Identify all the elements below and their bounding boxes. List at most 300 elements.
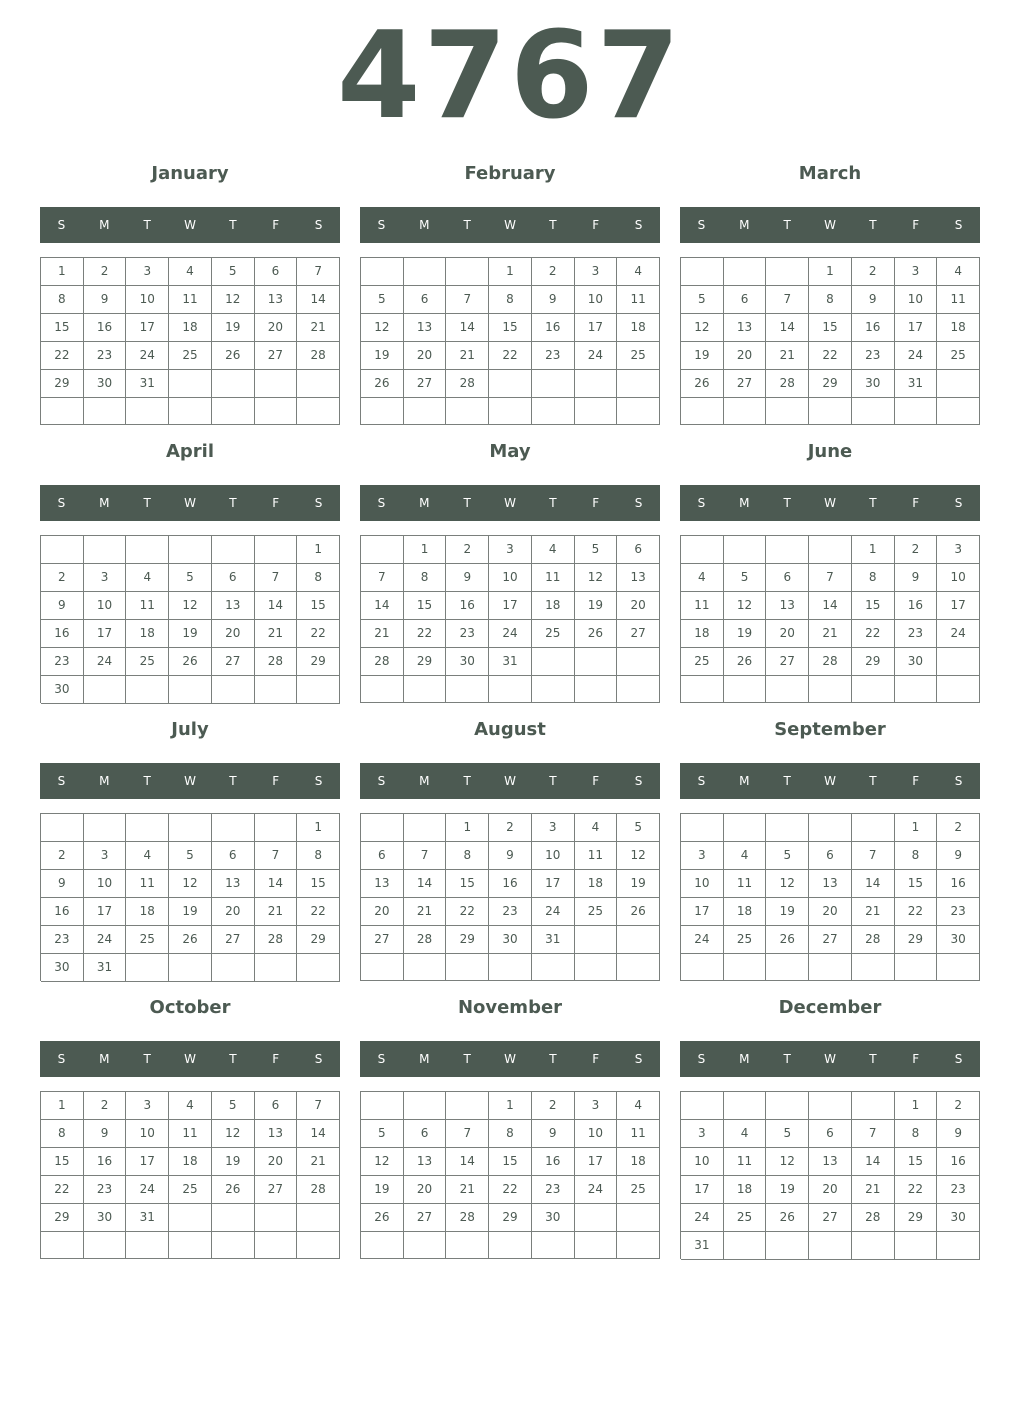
day-cell: 16 <box>937 870 980 898</box>
day-cell: 4 <box>532 536 575 564</box>
empty-day-cell <box>297 370 340 398</box>
weekday-label: T <box>783 774 791 788</box>
day-cell: 10 <box>84 592 127 620</box>
empty-day-cell <box>852 398 895 425</box>
day-cell: 12 <box>617 842 660 870</box>
weekday-label: M <box>739 218 750 232</box>
empty-day-cell <box>766 676 809 703</box>
day-cell: 17 <box>575 1148 618 1176</box>
day-cell: 15 <box>895 1148 938 1176</box>
day-cell: 13 <box>404 1148 447 1176</box>
empty-day-cell <box>489 1232 532 1259</box>
weekday-label: T <box>549 218 557 232</box>
day-cell: 5 <box>617 814 660 842</box>
day-cell: 7 <box>446 286 489 314</box>
weekday-label: W <box>184 218 196 232</box>
day-cell: 4 <box>169 258 212 286</box>
day-cell: 7 <box>404 842 447 870</box>
day-cell: 25 <box>575 898 618 926</box>
days-grid <box>360 535 660 703</box>
empty-day-cell <box>169 676 212 704</box>
day-cell: 22 <box>852 620 895 648</box>
empty-day-cell <box>126 536 169 564</box>
empty-day-cell <box>575 676 618 703</box>
day-cell: 17 <box>681 1176 724 1204</box>
empty-day-cell <box>766 954 809 981</box>
empty-day-cell <box>617 954 660 981</box>
day-cell: 7 <box>446 1120 489 1148</box>
day-cell: 20 <box>255 1148 298 1176</box>
day-cell: 13 <box>255 286 298 314</box>
weekday-label: T <box>869 774 877 788</box>
day-cell: 1 <box>809 258 852 286</box>
empty-day-cell <box>255 1232 298 1259</box>
day-cell: 21 <box>361 620 404 648</box>
day-cell: 28 <box>297 342 340 370</box>
empty-day-cell <box>681 954 724 981</box>
day-cell: 15 <box>895 870 938 898</box>
weekday-label: S <box>314 218 323 232</box>
empty-day-cell <box>169 1232 212 1259</box>
day-cell: 20 <box>724 342 767 370</box>
day-cell: 28 <box>404 926 447 954</box>
empty-day-cell <box>446 676 489 703</box>
day-cell: 18 <box>681 620 724 648</box>
day-cell: 18 <box>575 870 618 898</box>
weekday-label: T <box>463 1052 471 1066</box>
weekday-header <box>360 763 660 799</box>
empty-day-cell <box>681 676 724 703</box>
empty-day-cell <box>361 1232 404 1259</box>
day-cell: 14 <box>255 592 298 620</box>
empty-day-cell <box>297 954 340 982</box>
empty-day-cell <box>724 536 767 564</box>
empty-day-cell <box>937 954 980 981</box>
day-cell: 22 <box>297 898 340 926</box>
empty-day-cell <box>809 814 852 842</box>
empty-day-cell <box>681 258 724 286</box>
day-cell: 17 <box>895 314 938 342</box>
empty-day-cell <box>617 398 660 425</box>
weekday-label: S <box>697 218 706 232</box>
day-cell: 29 <box>297 648 340 676</box>
day-cell: 6 <box>404 1120 447 1148</box>
days-grid <box>360 813 660 981</box>
day-cell: 4 <box>937 258 980 286</box>
day-cell: 22 <box>489 1176 532 1204</box>
month-name: January <box>151 163 229 184</box>
day-cell: 28 <box>809 648 852 676</box>
day-cell: 11 <box>681 592 724 620</box>
day-cell: 10 <box>895 286 938 314</box>
weekday-header <box>40 485 340 521</box>
empty-day-cell <box>212 676 255 704</box>
day-cell: 3 <box>84 842 127 870</box>
empty-day-cell <box>532 398 575 425</box>
weekday-label: T <box>869 496 877 510</box>
empty-day-cell <box>532 370 575 398</box>
day-cell: 25 <box>169 1176 212 1204</box>
day-cell: 13 <box>361 870 404 898</box>
empty-day-cell <box>489 954 532 981</box>
weekday-label: T <box>229 218 237 232</box>
empty-day-cell <box>212 398 255 425</box>
empty-day-cell <box>937 676 980 703</box>
day-cell: 20 <box>404 342 447 370</box>
day-cell: 3 <box>681 1120 724 1148</box>
day-cell: 13 <box>809 870 852 898</box>
day-cell: 4 <box>126 564 169 592</box>
day-cell: 30 <box>937 1204 980 1232</box>
weekday-label: M <box>739 496 750 510</box>
day-cell: 29 <box>809 370 852 398</box>
empty-day-cell <box>212 536 255 564</box>
day-cell: 15 <box>41 314 84 342</box>
day-cell: 20 <box>809 1176 852 1204</box>
empty-day-cell <box>169 814 212 842</box>
day-cell: 29 <box>404 648 447 676</box>
day-cell: 24 <box>575 1176 618 1204</box>
day-cell: 13 <box>404 314 447 342</box>
day-cell: 15 <box>297 592 340 620</box>
day-cell: 19 <box>724 620 767 648</box>
year-title: 4767 <box>337 7 683 146</box>
days-grid <box>680 257 980 425</box>
day-cell: 15 <box>404 592 447 620</box>
day-cell: 14 <box>852 1148 895 1176</box>
day-cell: 19 <box>575 592 618 620</box>
day-cell: 2 <box>852 258 895 286</box>
weekday-label: F <box>912 218 920 232</box>
weekday-label: M <box>99 774 110 788</box>
empty-day-cell <box>404 954 447 981</box>
empty-day-cell <box>895 398 938 425</box>
empty-day-cell <box>297 676 340 704</box>
empty-day-cell <box>724 954 767 981</box>
weekday-label: M <box>99 218 110 232</box>
day-cell: 4 <box>169 1092 212 1120</box>
weekday-label: T <box>229 1052 237 1066</box>
empty-day-cell <box>895 954 938 981</box>
weekday-label: F <box>912 496 920 510</box>
weekday-label: M <box>419 218 430 232</box>
day-cell: 1 <box>852 536 895 564</box>
days-grid <box>40 1091 340 1259</box>
day-cell: 24 <box>681 1204 724 1232</box>
day-cell: 25 <box>169 342 212 370</box>
empty-day-cell <box>809 954 852 981</box>
day-cell: 29 <box>41 1204 84 1232</box>
day-cell: 2 <box>446 536 489 564</box>
empty-day-cell <box>937 648 980 676</box>
weekday-label: F <box>592 218 600 232</box>
empty-day-cell <box>84 814 127 842</box>
weekday-label: F <box>592 496 600 510</box>
empty-day-cell <box>84 398 127 425</box>
day-cell: 27 <box>724 370 767 398</box>
empty-day-cell <box>532 1232 575 1259</box>
day-cell: 3 <box>84 564 127 592</box>
weekday-label: F <box>912 774 920 788</box>
day-cell: 2 <box>84 258 127 286</box>
day-cell: 13 <box>212 592 255 620</box>
empty-day-cell <box>937 398 980 425</box>
weekday-label: T <box>783 218 791 232</box>
day-cell: 23 <box>446 620 489 648</box>
day-cell: 27 <box>809 926 852 954</box>
empty-day-cell <box>724 1232 767 1260</box>
day-cell: 8 <box>489 1120 532 1148</box>
day-cell: 16 <box>41 620 84 648</box>
day-cell: 12 <box>212 1120 255 1148</box>
empty-day-cell <box>126 1232 169 1259</box>
empty-day-cell <box>41 536 84 564</box>
day-cell: 9 <box>895 564 938 592</box>
day-cell: 12 <box>766 870 809 898</box>
day-cell: 1 <box>895 1092 938 1120</box>
empty-day-cell <box>532 676 575 703</box>
weekday-header <box>40 1041 340 1077</box>
day-cell: 22 <box>446 898 489 926</box>
day-cell: 19 <box>766 898 809 926</box>
day-cell: 25 <box>126 926 169 954</box>
empty-day-cell <box>766 1092 809 1120</box>
empty-day-cell <box>617 676 660 703</box>
day-cell: 5 <box>212 1092 255 1120</box>
day-cell: 6 <box>212 564 255 592</box>
day-cell: 18 <box>169 314 212 342</box>
day-cell: 5 <box>361 286 404 314</box>
empty-day-cell <box>532 648 575 676</box>
day-cell: 26 <box>169 648 212 676</box>
day-cell: 26 <box>575 620 618 648</box>
day-cell: 13 <box>724 314 767 342</box>
day-cell: 9 <box>852 286 895 314</box>
weekday-label: S <box>314 774 323 788</box>
weekday-label: S <box>57 218 66 232</box>
empty-day-cell <box>446 398 489 425</box>
empty-day-cell <box>895 676 938 703</box>
day-cell: 21 <box>446 342 489 370</box>
day-cell: 6 <box>255 1092 298 1120</box>
day-cell: 29 <box>852 648 895 676</box>
day-cell: 29 <box>297 926 340 954</box>
day-cell: 7 <box>852 1120 895 1148</box>
day-cell: 8 <box>297 842 340 870</box>
weekday-label: W <box>824 774 836 788</box>
day-cell: 31 <box>489 648 532 676</box>
day-cell: 22 <box>41 342 84 370</box>
weekday-label: S <box>954 218 963 232</box>
day-cell: 9 <box>84 1120 127 1148</box>
days-grid <box>40 535 340 703</box>
weekday-label: M <box>419 1052 430 1066</box>
day-cell: 2 <box>532 258 575 286</box>
day-cell: 25 <box>681 648 724 676</box>
day-cell: 11 <box>937 286 980 314</box>
day-cell: 29 <box>895 1204 938 1232</box>
day-cell: 20 <box>255 314 298 342</box>
day-cell: 28 <box>446 370 489 398</box>
day-cell: 28 <box>361 648 404 676</box>
day-cell: 2 <box>41 842 84 870</box>
day-cell: 19 <box>766 1176 809 1204</box>
empty-day-cell <box>404 258 447 286</box>
empty-day-cell <box>126 398 169 425</box>
day-cell: 21 <box>852 1176 895 1204</box>
empty-day-cell <box>809 1232 852 1260</box>
empty-day-cell <box>575 648 618 676</box>
day-cell: 10 <box>937 564 980 592</box>
month-name: August <box>474 719 546 740</box>
day-cell: 27 <box>766 648 809 676</box>
day-cell: 11 <box>617 1120 660 1148</box>
day-cell: 3 <box>575 258 618 286</box>
day-cell: 27 <box>361 926 404 954</box>
empty-day-cell <box>361 814 404 842</box>
empty-day-cell <box>766 258 809 286</box>
day-cell: 19 <box>212 1148 255 1176</box>
empty-day-cell <box>446 1232 489 1259</box>
day-cell: 8 <box>446 842 489 870</box>
empty-day-cell <box>681 814 724 842</box>
day-cell: 31 <box>84 954 127 982</box>
day-cell: 13 <box>212 870 255 898</box>
day-cell: 8 <box>297 564 340 592</box>
day-cell: 10 <box>126 286 169 314</box>
day-cell: 22 <box>809 342 852 370</box>
day-cell: 11 <box>617 286 660 314</box>
empty-day-cell <box>852 1232 895 1260</box>
day-cell: 14 <box>297 286 340 314</box>
day-cell: 10 <box>489 564 532 592</box>
day-cell: 20 <box>212 620 255 648</box>
day-cell: 14 <box>255 870 298 898</box>
weekday-label: F <box>272 496 280 510</box>
empty-day-cell <box>255 536 298 564</box>
weekday-header <box>680 1041 980 1077</box>
empty-day-cell <box>617 926 660 954</box>
day-cell: 26 <box>724 648 767 676</box>
month-name: November <box>457 997 563 1018</box>
day-cell: 17 <box>489 592 532 620</box>
empty-day-cell <box>937 1232 980 1260</box>
day-cell: 16 <box>446 592 489 620</box>
day-cell: 19 <box>361 342 404 370</box>
day-cell: 1 <box>297 536 340 564</box>
day-cell: 10 <box>532 842 575 870</box>
weekday-label: T <box>869 218 877 232</box>
empty-day-cell <box>724 258 767 286</box>
month-name: September <box>774 719 886 740</box>
empty-day-cell <box>852 814 895 842</box>
empty-day-cell <box>126 814 169 842</box>
weekday-label: T <box>783 1052 791 1066</box>
day-cell: 5 <box>169 842 212 870</box>
day-cell: 8 <box>895 842 938 870</box>
day-cell: 11 <box>126 592 169 620</box>
empty-day-cell <box>297 1232 340 1259</box>
day-cell: 21 <box>297 1148 340 1176</box>
weekday-label: T <box>143 218 151 232</box>
day-cell: 26 <box>766 926 809 954</box>
day-cell: 6 <box>724 286 767 314</box>
month-name: February <box>464 163 556 184</box>
day-cell: 23 <box>937 1176 980 1204</box>
day-cell: 23 <box>489 898 532 926</box>
empty-day-cell <box>617 648 660 676</box>
day-cell: 14 <box>446 314 489 342</box>
day-cell: 2 <box>937 1092 980 1120</box>
empty-day-cell <box>361 398 404 425</box>
empty-day-cell <box>766 536 809 564</box>
weekday-label: S <box>954 774 963 788</box>
day-cell: 24 <box>126 342 169 370</box>
day-cell: 8 <box>895 1120 938 1148</box>
day-cell: 15 <box>446 870 489 898</box>
day-cell: 3 <box>575 1092 618 1120</box>
day-cell: 1 <box>446 814 489 842</box>
weekday-label: S <box>634 218 643 232</box>
empty-day-cell <box>212 814 255 842</box>
day-cell: 28 <box>255 648 298 676</box>
weekday-label: T <box>463 496 471 510</box>
day-cell: 5 <box>361 1120 404 1148</box>
day-cell: 9 <box>41 870 84 898</box>
day-cell: 18 <box>532 592 575 620</box>
day-cell: 28 <box>766 370 809 398</box>
day-cell: 12 <box>361 1148 404 1176</box>
day-cell: 10 <box>681 1148 724 1176</box>
day-cell: 21 <box>852 898 895 926</box>
day-cell: 10 <box>126 1120 169 1148</box>
day-cell: 28 <box>297 1176 340 1204</box>
day-cell: 1 <box>489 258 532 286</box>
day-cell: 3 <box>489 536 532 564</box>
empty-day-cell <box>681 1092 724 1120</box>
day-cell: 14 <box>446 1148 489 1176</box>
weekday-label: S <box>377 1052 386 1066</box>
day-cell: 4 <box>724 1120 767 1148</box>
weekday-header <box>360 1041 660 1077</box>
empty-day-cell <box>404 1092 447 1120</box>
day-cell: 10 <box>84 870 127 898</box>
empty-day-cell <box>255 370 298 398</box>
day-cell: 7 <box>297 1092 340 1120</box>
empty-day-cell <box>489 676 532 703</box>
day-cell: 27 <box>255 1176 298 1204</box>
weekday-label: S <box>954 496 963 510</box>
day-cell: 23 <box>41 648 84 676</box>
days-grid <box>680 535 980 703</box>
day-cell: 30 <box>937 926 980 954</box>
weekday-label: F <box>912 1052 920 1066</box>
day-cell: 23 <box>532 1176 575 1204</box>
weekday-label: W <box>504 774 516 788</box>
month-name: May <box>489 441 531 462</box>
day-cell: 9 <box>84 286 127 314</box>
empty-day-cell <box>724 398 767 425</box>
day-cell: 22 <box>41 1176 84 1204</box>
day-cell: 12 <box>169 592 212 620</box>
day-cell: 12 <box>361 314 404 342</box>
day-cell: 23 <box>532 342 575 370</box>
weekday-header <box>40 763 340 799</box>
weekday-label: T <box>143 496 151 510</box>
weekday-label: S <box>314 496 323 510</box>
empty-day-cell <box>361 954 404 981</box>
day-cell: 16 <box>84 1148 127 1176</box>
